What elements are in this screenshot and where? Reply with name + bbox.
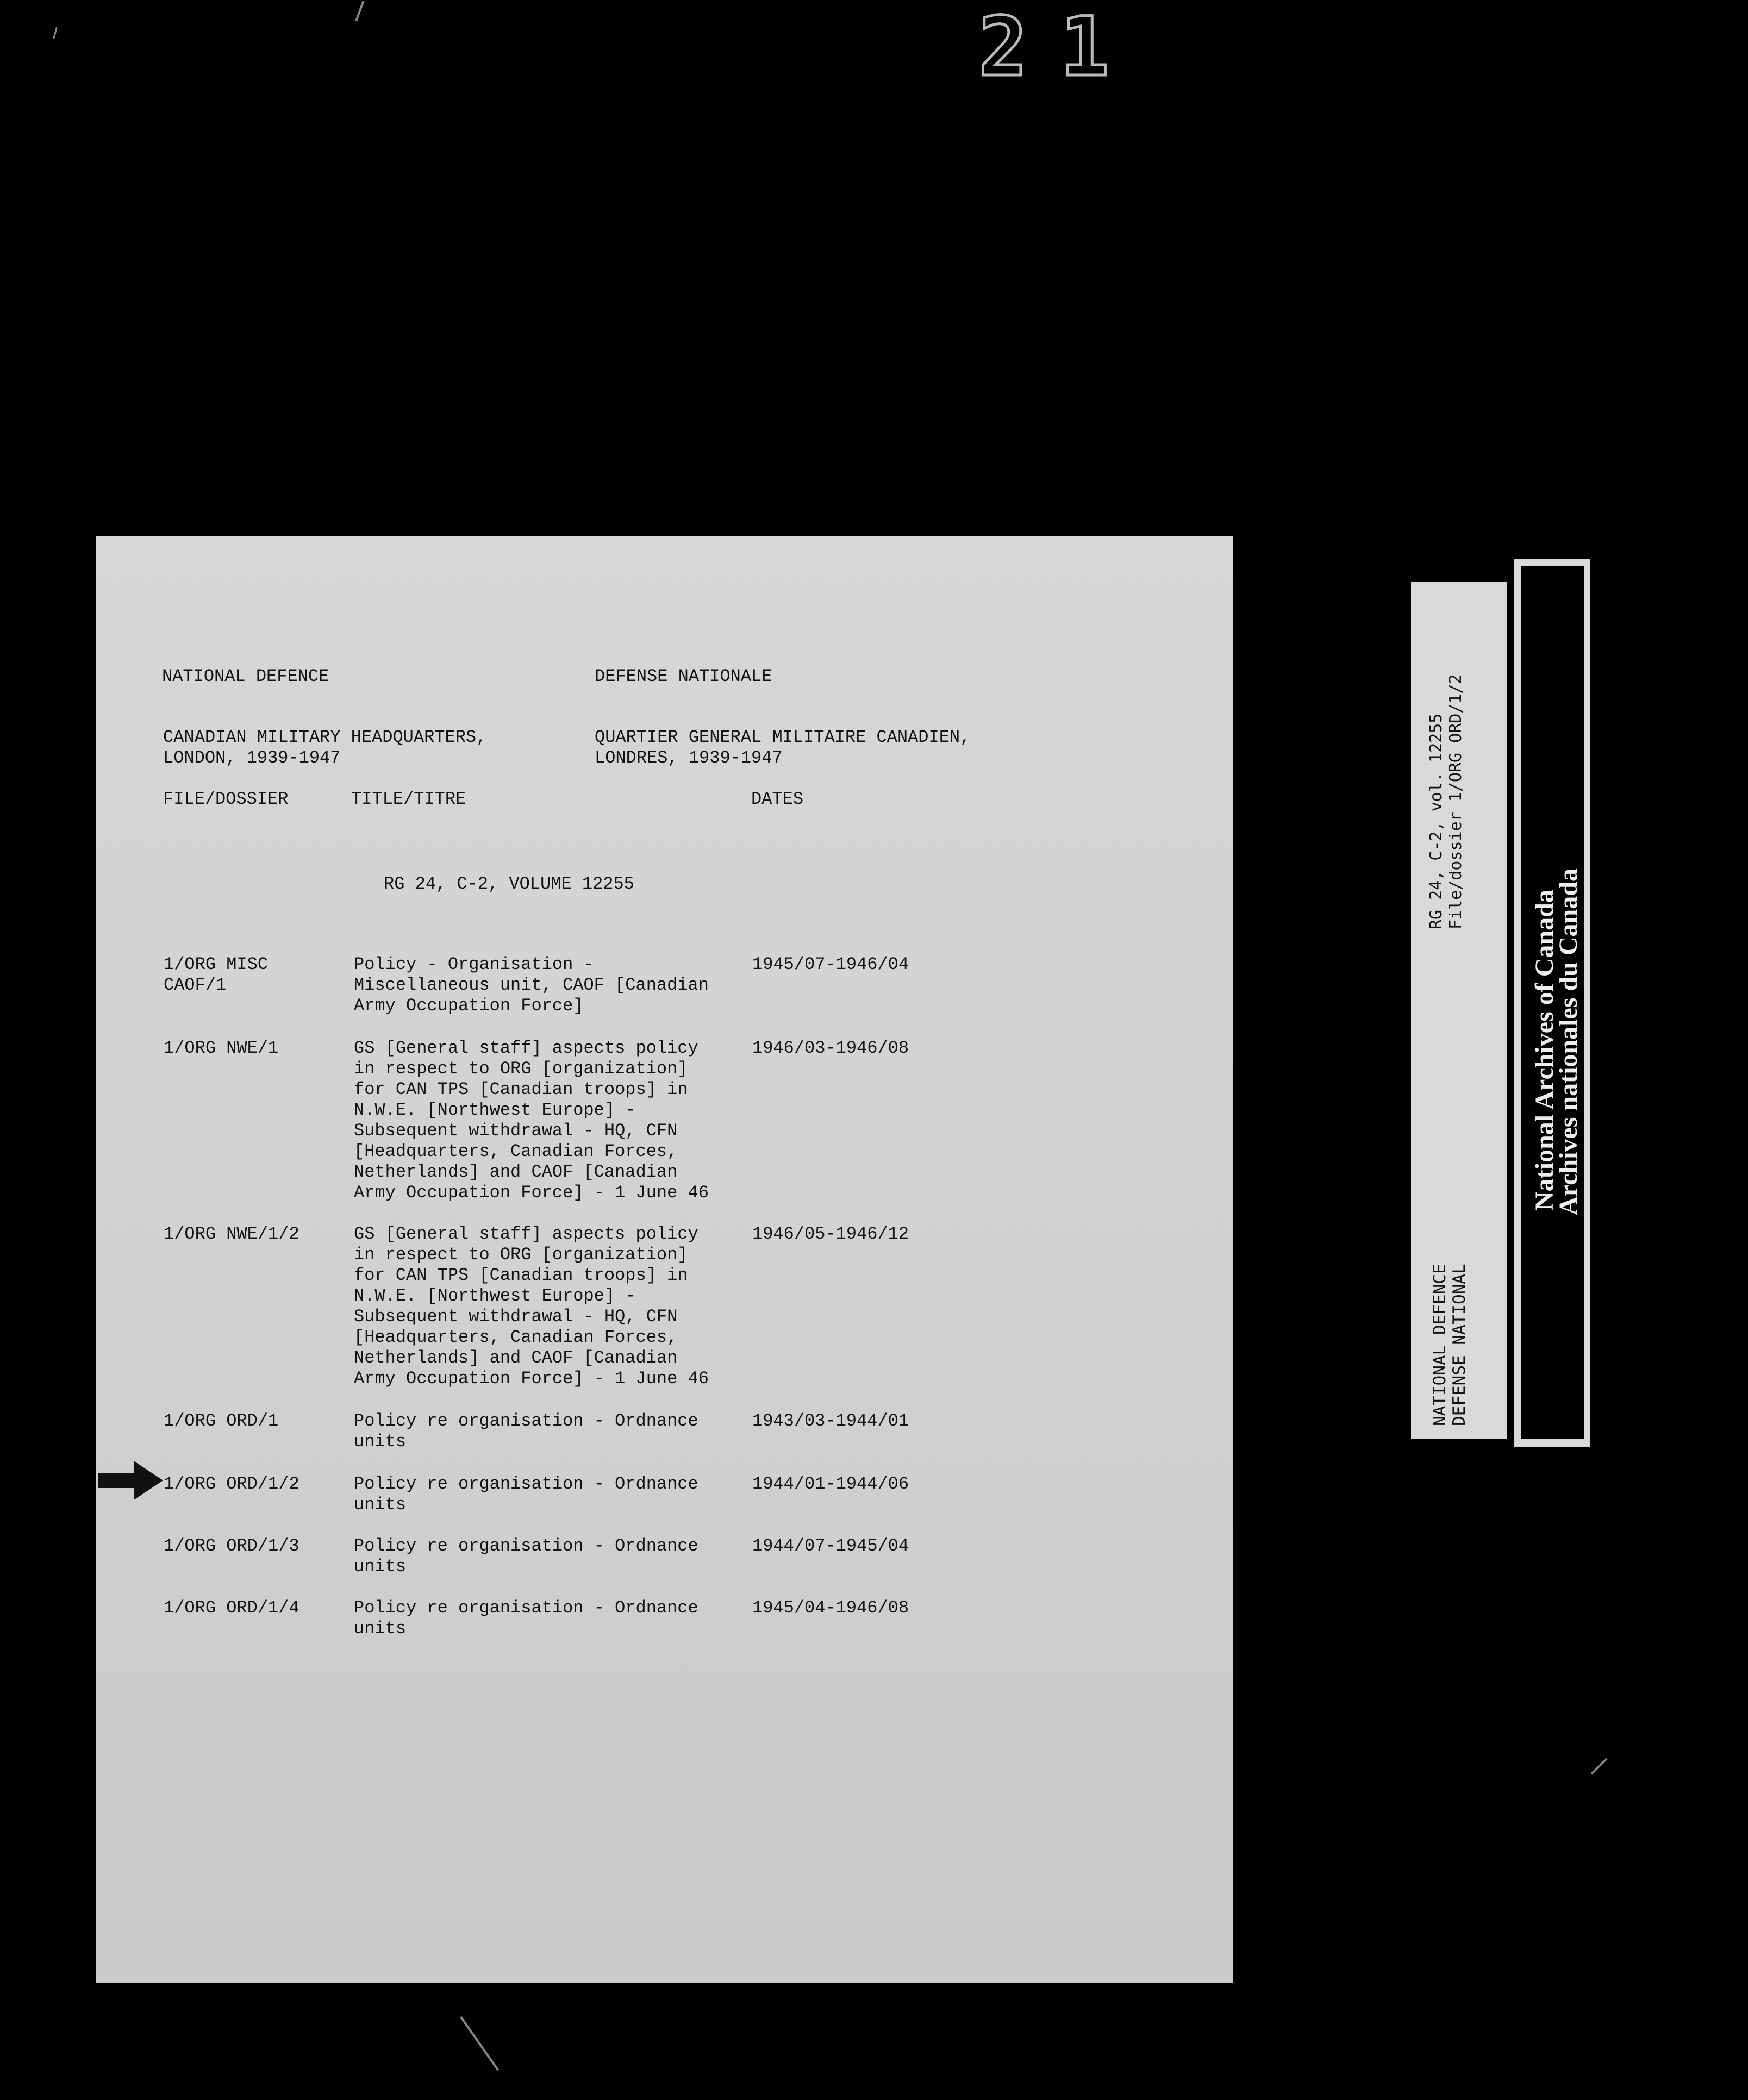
col-title-heading: TITLE/TITRE [351,789,466,809]
entry-title: Policy re organisation - Ordnance units [354,1474,698,1515]
spine-dept-1: NATIONAL DEFENCE [1430,1264,1450,1426]
film-scratch [460,2016,499,2071]
dept-fr: DEFENSE NATIONALE [595,666,772,686]
hq-fr-1: QUARTIER GENERAL MILITAIRE CANADIEN, [595,727,971,747]
entry-dates: 1943/03-1944/01 [752,1411,909,1431]
entry-file: 1/ORG NWE/1 [164,1038,279,1058]
col-dates-heading: DATES [751,789,804,809]
entry-dates: 1946/05-1946/12 [752,1224,909,1244]
spine-dept-2: DEFENSE NATIONAL [1450,1264,1469,1426]
entry-file: 1/ORG ORD/1 [164,1411,279,1431]
entry-file: 1/ORG ORD/1/2 [164,1474,299,1494]
entry-dates: 1944/07-1945/04 [752,1536,909,1556]
right-arrow-icon [96,1459,166,1502]
archive-label-panel [1521,566,1584,1439]
entry-file: 1/ORG ORD/1/4 [164,1598,299,1618]
spine-strip [1411,582,1507,1439]
film-scratch [355,1,364,22]
archive-name-en: National Archives of Canada [1530,890,1559,1210]
entry-dates: 1945/04-1946/08 [752,1598,909,1618]
hq-en-2: LONDON, 1939-1947 [163,748,341,768]
entry-title: GS [General staff] aspects policy in respect to ORG [organization] for CAN TPS [Canadian troops] in N.W.E. [Northwest Europe] - Subsequent withdrawal - HQ, CFN [Headquarters, Canadian Forces, Netherlands] and CAOF [Canadian Army Occupation Force] - 1 June 46 [354,1224,709,1389]
hq-en-1: CANADIAN MILITARY HEADQUARTERS, [163,727,487,747]
dept-en: NATIONAL DEFENCE [162,666,329,686]
entry-dates: 1945/07-1946/04 [752,954,909,974]
frame-number: 21 [978,0,1142,95]
entry-dates: 1944/01-1944/06 [752,1474,909,1494]
entry-title: Policy re organisation - Ordnance units [354,1598,698,1639]
entry-file: 1/ORG NWE/1/2 [164,1224,299,1244]
col-file-heading: FILE/DOSSIER [163,789,289,809]
entry-file: 1/ORG ORD/1/3 [164,1536,299,1556]
entry-dates: 1946/03-1946/08 [752,1038,909,1058]
volume-reference: RG 24, C-2, VOLUME 12255 [384,874,634,894]
film-scratch [1590,1758,1607,1774]
archive-label [1514,559,1590,1447]
entry-title: Policy re organisation - Ordnance units [354,1536,698,1577]
entry-title: Policy - Organisation - Miscellaneous unit, CAOF [Canadian Army Occupation Force] [354,954,709,1016]
spine-ref-1: RG 24, C-2, vol. 12255 [1427,713,1446,929]
spine-ref-2: File/dossier 1/ORG ORD/1/2 [1446,674,1465,929]
entry-title: GS [General staff] aspects policy in respect to ORG [organization] for CAN TPS [Canadian troops] in N.W.E. [Northwest Europe] - Subsequent withdrawal - HQ, CFN [Headquarters, Canadian Forces, Netherlands] and CAOF [Canadian Army Occupation Force] - 1 June 46 [354,1038,709,1203]
archive-name-fr: Archives nationales du Canada [1554,868,1583,1215]
entry-file: 1/ORG MISC CAOF/1 [164,954,269,995]
hq-fr-2: LONDRES, 1939-1947 [595,748,783,768]
film-scratch [53,27,58,39]
entry-title: Policy re organisation - Ordnance units [354,1411,698,1452]
document-page [96,536,1233,1983]
